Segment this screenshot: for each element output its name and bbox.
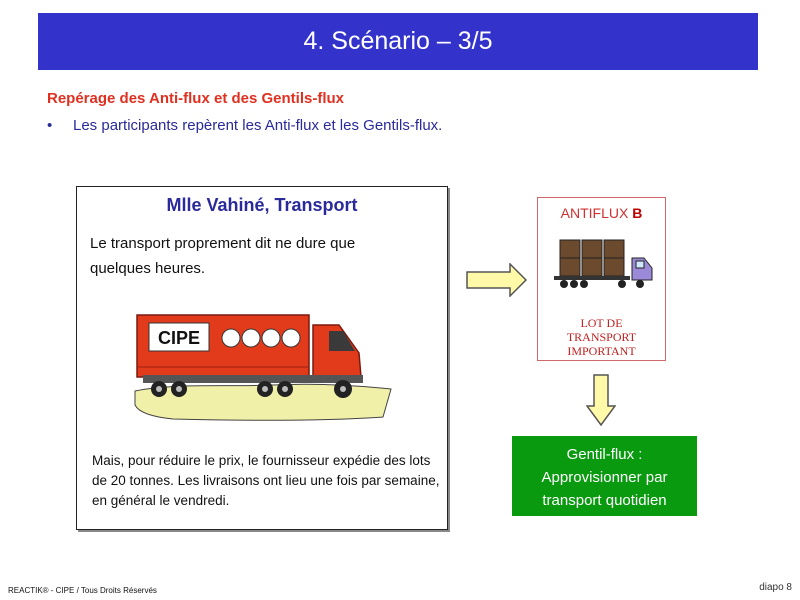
antiflux-caption-line3: IMPORTANT [567, 344, 636, 358]
slide-number: diapo 8 [759, 582, 792, 593]
gentil-line1: Gentil-flux : [566, 446, 643, 463]
bullet-dot: • [47, 117, 53, 134]
slide-title: 4. Scénario – 3/5 [303, 27, 493, 55]
antiflux-card [537, 197, 666, 361]
gentil-line3: transport quotidien [542, 492, 667, 509]
story-text-intro: Le transport proprement dit ne dure que quelques heures. [90, 235, 356, 277]
story-card [76, 186, 448, 530]
antiflux-caption [538, 316, 665, 358]
antiflux-title [538, 205, 665, 221]
bullet-text: Les participants repèrent les Anti-flux et les Gentils-flux. [73, 117, 443, 134]
footer-copyright: REACTIK® - CIPE / Tous Droits Réservés [8, 586, 157, 595]
gentil-flux-card [512, 436, 697, 516]
antiflux-title-letter: B [632, 205, 643, 221]
title-bar [38, 13, 758, 70]
truck-illustration [133, 313, 393, 423]
gentil-line2: Approvisionner par [541, 469, 668, 486]
bullet-item [47, 117, 442, 134]
antiflux-caption-line2: TRANSPORT [566, 330, 637, 344]
story-title: Mlle Vahiné, Transport [166, 195, 358, 215]
arrow-down-icon [586, 374, 616, 426]
antiflux-title-prefix: ANTIFLUX [560, 205, 629, 221]
truck-label: CIPE [157, 328, 201, 348]
arrow-right-icon [466, 263, 528, 297]
loaded-truck-icon [552, 236, 656, 292]
antiflux-caption-line1: LOT DE [580, 316, 623, 330]
section-subtitle: Repérage des Anti-flux et des Gentils-flux [47, 90, 345, 107]
story-text-detail: Mais, pour réduire le prix, le fournisseur expédie des lots de 20 tonnes. Les livraisons ont lieu une fois par semaine, en général le vendredi. [92, 453, 440, 508]
